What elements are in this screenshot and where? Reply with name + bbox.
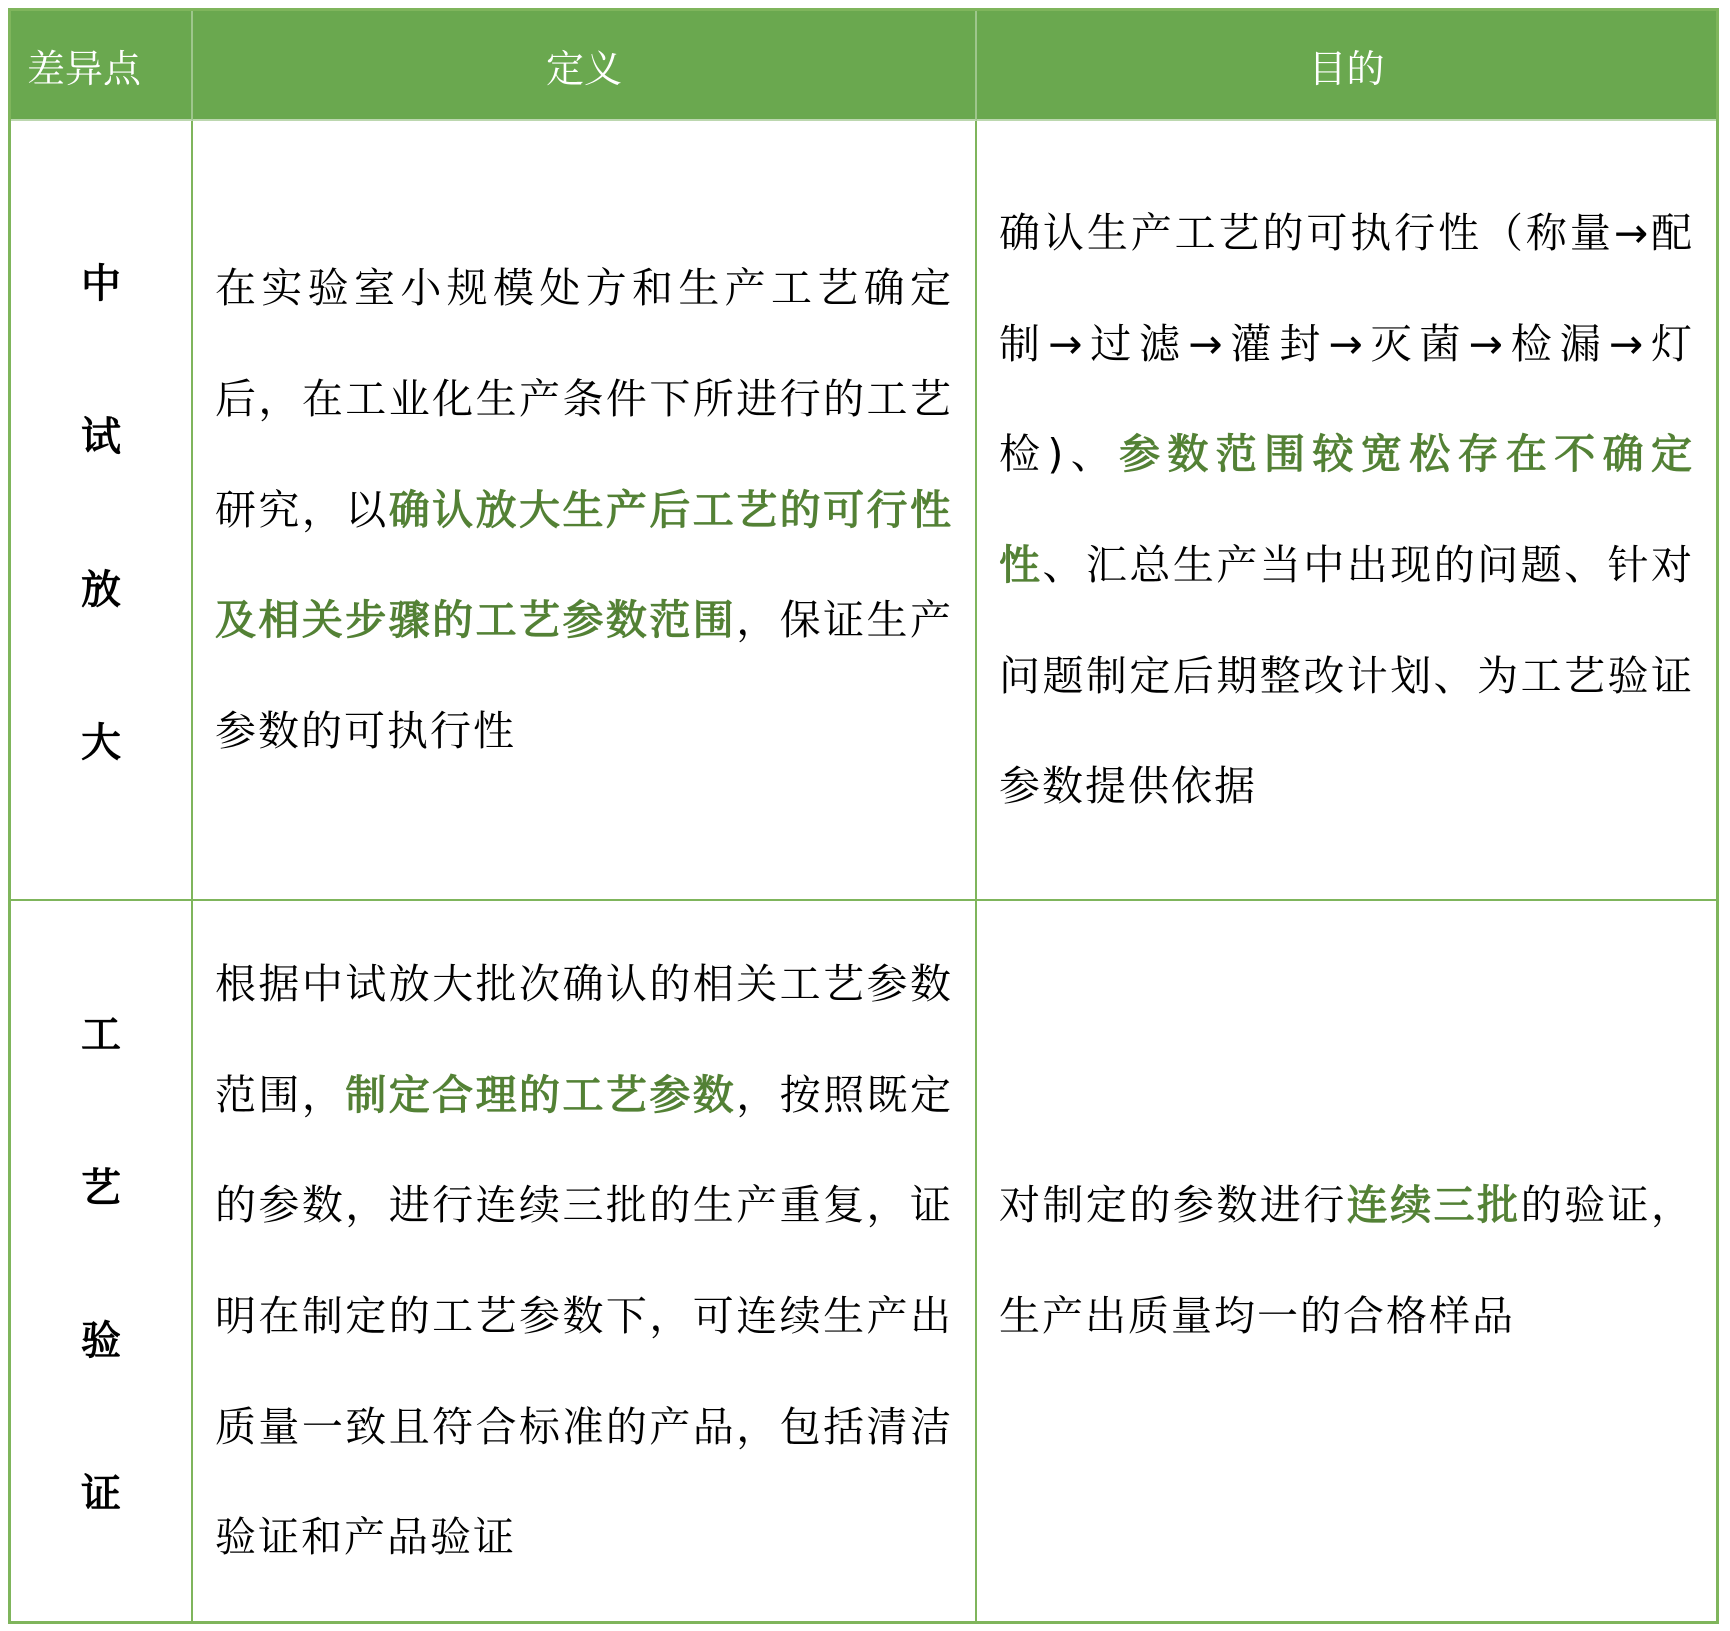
label-character: 大 [81,720,121,766]
header-cell-difference: 差异点 [11,11,193,121]
text-run: ，保证生产参数的可执行性 [215,596,953,756]
definition-text-process-validation [215,929,953,1593]
label-character: 试 [81,414,121,460]
highlighted-text-run: 确认放大生产后工艺的可行性及相关步骤的工艺参数范围 [215,485,953,645]
highlighted-text-run: 参数范围较宽松存在不确定性 [999,430,1695,589]
purpose-cell-pilot-scale-up [977,121,1716,901]
label-character: 艺 [81,1165,121,1211]
definition-cell-process-validation [193,901,977,1621]
label-character: 放 [81,567,121,613]
label-character: 证 [81,1471,121,1517]
header-cell-purpose: 目的 [977,11,1716,121]
label-character: 验 [81,1318,121,1364]
definition-text-pilot-scale-up [215,233,953,786]
text-run: 在实验室小规模处方和生产工艺确定后，在工业化生产条件下所进行的工艺研究，以 [215,264,953,534]
purpose-cell-process-validation [977,901,1716,1621]
row-label-pilot-scale-up [11,121,193,901]
highlighted-text-run: 连续三批 [1346,1181,1521,1230]
text-run: 、汇总生产当中出现的问题、针对问题制定后期整改计划、为工艺验证参数提供依据 [999,541,1695,811]
text-run: 确认生产工艺的可执行性（称量→配制→过滤→灌封→灭菌→检漏→灯检)、 [999,208,1694,479]
comparison-table [8,8,1719,1624]
text-run: 根据中试放大批次确认的相关工艺参数范围， [215,959,953,1119]
text-run: 的验证，生产出质量均一的合格样品 [999,1181,1695,1340]
text-run: 对制定的参数进行 [999,1181,1347,1230]
definition-cell-pilot-scale-up [193,121,977,901]
label-character: 工 [81,1012,121,1058]
row-label-process-validation [11,901,193,1621]
text-run: ，按照既定的参数，进行连续三批的生产重复，证明在制定的工艺参数下，可连续生产出质量一致且符合标准的产品，包括清洁验证和产品验证 [215,1070,953,1562]
label-character: 中 [81,261,121,307]
highlighted-text-run: 制定合理的工艺参数 [345,1070,737,1119]
purpose-text-process-validation [999,1150,1694,1371]
purpose-text-pilot-scale-up [999,178,1694,842]
header-cell-definition: 定义 [193,11,977,121]
